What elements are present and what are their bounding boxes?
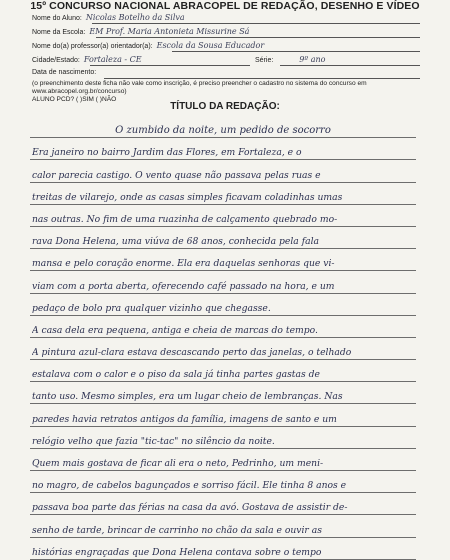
essay-line-text: estalava com o calor e o piso da sala já tinha partes gastas de [32, 369, 320, 381]
city-state-label: Cidade/Estado: [32, 57, 80, 64]
essay-line-text: viam com a porta aberta, oferecendo café passado na hora, e um [32, 280, 335, 292]
essay-line [30, 493, 416, 515]
registration-note-line-2: www.abracopel.org.br/concurso) [32, 88, 127, 95]
essay-line [30, 294, 416, 316]
teacher-name-label: Nome do(a) professor(a) orientador(a): [32, 43, 153, 50]
essay-line [30, 404, 416, 426]
essay-line [30, 271, 416, 293]
school-name-line [96, 37, 420, 38]
city-state-value: Fortaleza - CE [83, 55, 142, 64]
essay-title-line [30, 116, 416, 138]
essay-line [30, 138, 416, 160]
essay-line-text: tanto uso. Mesmo simples, era um lugar cheio de lembranças. Nas [32, 391, 343, 403]
essay-line-text: rava Dona Helena, uma viúva de 68 anos, conhecida pela fala [32, 236, 319, 248]
essay-line-text: relógio velho que fazia "tic-tac" no silêncio da noite. [32, 435, 275, 447]
essay-line-text: Quem mais gostava de ficar ali era o neto, Pedrinho, um meni- [32, 458, 324, 469]
essay-line-text: passava boa parte das férias na casa da avó. Gostava de assistir de- [32, 502, 348, 514]
essay-line-text: Era janeiro no bairro Jardim das Flores, em Fortaleza, e o [32, 147, 302, 159]
essay-line [30, 316, 416, 338]
essay-line-text: no magro, de cabelos bagunçados e sorriso fácil. Ele tinha 8 anos e [32, 480, 347, 492]
birth-date-line [104, 78, 420, 79]
essay-line [30, 338, 416, 360]
essay-line-text: nas outras. No fim de uma ruazinha de calçamento quebrado mo- [32, 213, 338, 225]
essay-line-text: pedaço de bolo pra qualquer vizinho que chegasse. [32, 302, 271, 314]
teacher-name-line [172, 51, 420, 52]
grade-label: Série: [255, 57, 274, 64]
contest-title: 15º CONCURSO NACIONAL ABRACOPEL DE REDAÇÃO, DESENHO E VÍDEO [30, 0, 420, 12]
student-name-field [32, 13, 185, 22]
essay-line [30, 538, 416, 560]
essay-line [30, 515, 416, 537]
essay-line [30, 360, 416, 382]
city-state-field [32, 55, 142, 64]
essay-line [30, 471, 416, 493]
registration-note-line-1: (o preenchimento deste ficha não vale como inscrição, é preciso preencher o cadastro no sistema do concurso em [32, 80, 367, 87]
school-name-field [32, 27, 249, 36]
essay-line [30, 205, 416, 227]
birth-date-field [32, 69, 100, 76]
pcd-question: ALUNO PCD? ( )SIM ( )NÃO [32, 96, 117, 103]
essay-line [30, 427, 416, 449]
essay-line [30, 249, 416, 271]
student-name-value: Nicolas Botelho da Silva [85, 13, 185, 22]
teacher-name-value: Escola da Sousa Educador [156, 41, 265, 50]
grade-value: 9º ano [299, 55, 326, 64]
essay-line [30, 227, 416, 249]
essay-line-text: treitas de vilarejo, onde as casas simples ficavam coladinhas umas [32, 191, 343, 203]
essay-title-text: O zumbido da noite, um pedido de socorro [115, 125, 331, 137]
essay-line [30, 160, 416, 182]
essay-lined-area [30, 116, 416, 560]
essay-line-text: A pintura azul-clara estava descascando perto das janelas, o telhado [32, 347, 352, 359]
essay-line [30, 449, 416, 471]
essay-line-text: mansa e pelo coração enorme. Ela era daquelas senhoras que vi- [32, 258, 335, 270]
essay-line-text: paredes havia retratos antigos da família, imagens de santo e um [32, 413, 337, 425]
grade-field [255, 55, 325, 64]
teacher-name-field [32, 41, 264, 50]
essay-line-text: senho de tarde, brincar de carrinho no chão da sala e ouvir as [32, 524, 322, 536]
birth-date-label: Data de nascimento: [32, 69, 97, 76]
essay-line [30, 183, 416, 205]
essay-heading: TÍTULO DA REDAÇÃO: [170, 101, 280, 112]
essay-line-text: histórias engraçadas que Dona Helena contava sobre o tempo [32, 546, 322, 558]
registration-note [32, 80, 432, 96]
essay-line-text: A casa dela era pequena, antiga e cheia de marcas do tempo. [32, 324, 318, 336]
essay-line-text: calor parecia castigo. O vento quase não passava pelas ruas e [32, 169, 321, 181]
school-name-value: EM Prof. Maria Antonieta Missurine Sá [89, 27, 250, 36]
student-name-line [92, 23, 420, 24]
student-name-label: Nome do Aluno: [32, 15, 82, 22]
grade-line [280, 65, 420, 66]
school-name-label: Nome da Escola: [32, 29, 86, 36]
essay-line [30, 382, 416, 404]
city-state-line [90, 65, 250, 66]
